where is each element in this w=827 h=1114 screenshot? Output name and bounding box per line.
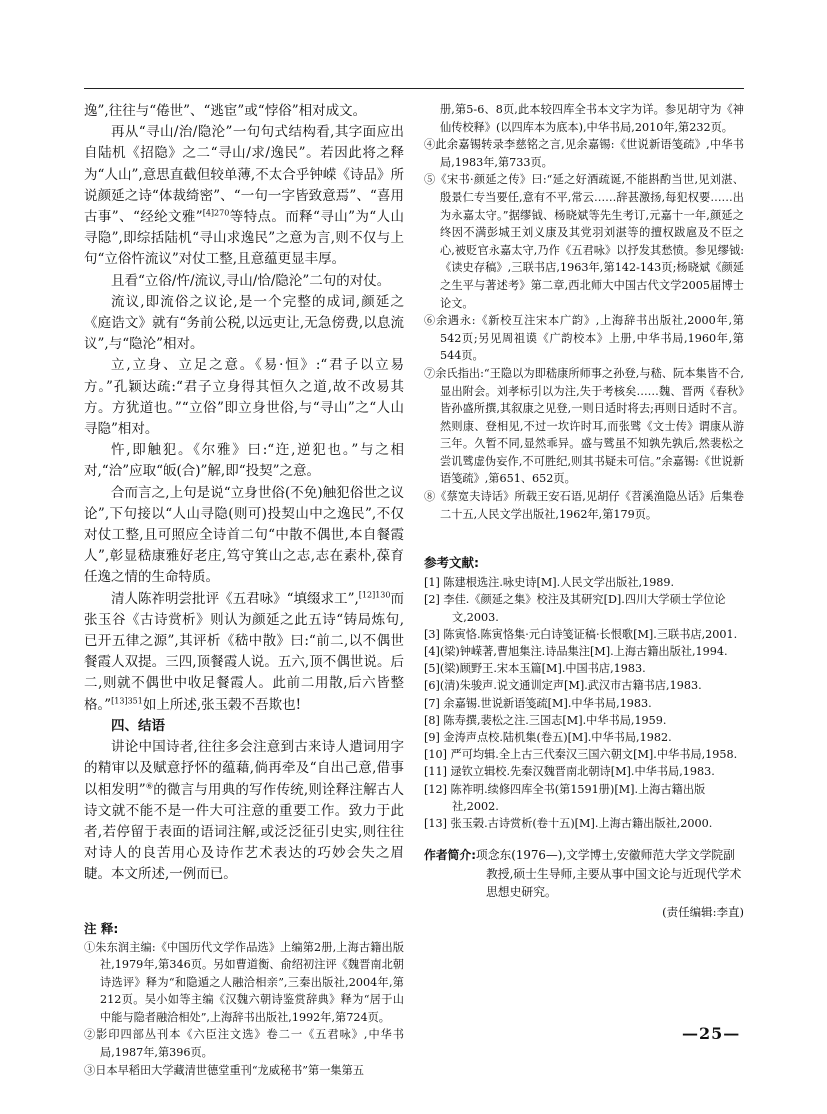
right-column: [424, 101, 744, 920]
footnote: ①朱东润主编:《中国历代文学作品选》上编第2册,上海古籍出版社,1979年,第346页。另如曹道衡、俞绍初注评《魏晋南北朝诗选评》释为“和隐遁之人融洽相亲”,三秦出版社,2004年,第212页。吴小如等主编《汉魏六朝诗鉴赏辞典》释为“居于山中能与隐者融洽相处”,上海辞书出版社,1992年,第724页。: [84, 940, 404, 1024]
reference-item: [1] 陈建根选注.咏史诗[M].人民文学出版社,1989.: [424, 576, 675, 590]
reference-item: [5](梁)顾野王.宋本玉篇[M].中国书店,1983.: [424, 662, 646, 676]
notes-section: [84, 919, 404, 1080]
references-section: [424, 553, 744, 832]
top-rule: [84, 88, 744, 89]
citation-mark: [12]130: [358, 590, 391, 600]
reference-item: [8] 陈寿撰,裴松之注.三国志[M].中华书局,1959.: [424, 713, 667, 727]
body-paragraph: 清人陈祚明尝批评《五君咏》“填缀求工”,$^{[12]130}$而张玉谷《古诗赏析》则认为颜延之此五诗“铸局炼句,已开五律之源”,其评析《嵇中散》曰:“前二,以不偶世餐霞人双提。三四,顶餐霞人说。五六,顶不偶世说。后二,则就不偶世中收足餐霞人。此前二用散,后六皆整格。”$^{[13]351}$如上所述,张玉榖不吾欺也!: [84, 590, 404, 713]
footnote-continuation: 册,第5-6、8页,此本较四库全书本文字为详。参见胡守为《神仙传校释》(以四库本为底本),中华书局,2010年,第232页。: [440, 103, 744, 134]
author-label: 作者简介:: [424, 848, 476, 863]
reference-item: [13] 张玉榖.古诗赏析(卷十五)[M].上海古籍出版社,2000.: [424, 817, 713, 831]
footnote: ④此余嘉锡转录李慈铭之言,见余嘉锡:《世说新语笺疏》,中华书局,1983年,第733页。: [424, 138, 744, 169]
footnote: ⑧《蔡宽夫诗话》所载王安石语,见胡仔《苕溪渔隐丛话》后集卷二十五,人民文学出版社,1962年,第179页。: [424, 490, 744, 521]
reference-item: [2] 李佳.《颜延之集》校注及其研究[D].四川大学硕士学位论文,2003.: [424, 593, 726, 624]
left-column: [84, 101, 404, 1079]
reference-item: [7] 余嘉锡.世说新语笺疏[M].中华书局,1983.: [424, 696, 652, 710]
citation-mark: [4]270: [202, 208, 230, 218]
citation-mark: [13]351: [111, 696, 143, 706]
reference-item: [4](梁)钟嵘著,曹旭集注.诗品集注[M].上海古籍出版社,1994.: [424, 645, 728, 659]
page-number: —25—: [682, 1024, 741, 1043]
body-paragraph: 合而言之,上句是说“立身世俗(不免)触犯俗世之议论”,下句接以“人山寻隐(则可)投契山中之逸民”,不仅对仗工整,且可照应全诗首二句“中散不偶世,本自餐霞人”,彰显嵇康雅好老庄,笃守箕山之志,志在素朴,葆育任逸之情的生命特质。: [84, 484, 404, 586]
reference-item: [12] 陈祚明.续修四库全书(第1591册)[M].上海古籍出版社,2002.: [424, 782, 706, 813]
footnote: ③日本早稻田大学藏清世德堂重刊“龙威秘书”第一集第五: [84, 1063, 364, 1077]
reference-item: [3] 陈寅恪.陈寅恪集·元白诗笺证稿·长恨歌[M].三联书店,2001.: [424, 627, 738, 641]
notes-title: 注 释:: [84, 920, 119, 936]
reference-item: [9] 金涛声点校.陆机集(卷五)[M].中华书局,1982.: [424, 731, 672, 745]
footnote: ⑤《宋书·颜延之传》曰:“延之好酒疏诞,不能斟酌当世,见刘湛、殷景仁专当要任,意有不平,常云……辞甚激扬,每犯权要……出为永嘉太守。”据缪钺、杨晓斌等先生考订,元嘉十一年,颜延之终因不满彭城王刘义康及其党羽刘湛等的擅权跋扈及不臣之心,被贬官永嘉太守,乃作《五君咏》以抒发其愁愤。参见缪钺:《读史存稿》,三联书店,1963年,第142-143页;杨晓斌《颜延之生平与著述考》第二章,西北师大中国古代文学2005届博士论文。: [424, 173, 744, 310]
author-text: 项念东(1976—),文学博士,安徽师范大学文学院副教授,硕士生导师,主要从事中国文论与近现代学术思想史研究。: [475, 848, 742, 900]
body-paragraph: 忤,即触犯。《尔雅》曰:“迕,逆犯也。”与之相对,“洽”应取“皈(合)”解,即“投契”之意。: [84, 442, 404, 480]
reference-item: [6](清)朱骏声.说文通训定声[M].武汉市古籍书店,1983.: [424, 679, 702, 693]
citation-mark: ⑥: [145, 781, 154, 790]
footnote: ②影印四部丛刊本《六臣注文选》卷二一《五君咏》,中华书局,1987年,第396页。: [84, 1028, 404, 1060]
body-paragraph: 流议,即流俗之议论,是一个完整的成词,颜延之《庭诰文》就有“务前公税,以远吏让,无急傍费,以息流议”,与“隐沦”相对。: [84, 293, 404, 353]
author-bio: [424, 846, 744, 902]
body-paragraph: 逸”,往往与“倦世”、“逃宦”或“悖俗”相对成文。: [84, 103, 367, 119]
references-title: 参考文献:: [424, 555, 479, 571]
footnote: ⑦余氏指出:“王隐以为即嵇康所师事之孙登,与嵇、阮本集皆不合,显出附会。刘孝标引以为注,失于考核矣……魏、晋两《春秋》皆孙盛所撰,其叙康之见登,一则日适时将去;再则日适时不言。然则康、登相见,不过一坎许时耳,而张骘《文士传》谓康从游三年。久暂不同,显然乖异。盛与骘虽不知孰先孰后,然裴松之尝讥骘虚伪妄作,不可胜纪,则其书疑未可信。”余嘉锡:《世说新语笺疏》,第651、652页。: [424, 366, 744, 486]
body-paragraph: 且看“立俗/忤/流议,寻山/恰/隐沦”二句的对仗。: [111, 272, 391, 289]
section-heading: 四、结语: [111, 717, 165, 734]
footnote: ⑥余遇永:《新校互注宋本广韵》,上海辞书出版社,2000年,第542页;另见周祖谟《广韵校本》上册,中华书局,1960年,第544页。: [424, 314, 744, 363]
body-paragraph: 讲论中国诗者,往往多会注意到古来诗人遣词用字的精审以及赋意抒怀的蕴藉,倘再牵及“自出己意,借事以相发明”⑥的微言与用典的写作传统,则诠释注解古人诗文就不能不是一件大可注意的重要工作。致力于此者,若停留于表面的语词注解,或泛泛征引史实,则往往对诗人的良苦用心及诗作艺术表达的巧妙会失之眉睫。本文所述,一例而已。: [84, 739, 405, 883]
editor-credit: (责任编辑:李直): [662, 904, 744, 919]
references-list: [424, 574, 744, 832]
reference-item: [10] 严可均辑.全上古三代秦汉三国六朝文[M].中华书局,1958.: [424, 748, 738, 762]
body-paragraph: 立,立身、立足之意。《易·恒》:“君子以立易方。”孔颖达疏:“君子立身得其恒久之道,故不改易其方。方犹道也。”“立俗”即立身世俗,与“寻山”之“人山寻隐”相对。: [84, 357, 404, 438]
body-paragraph: 再从“寻山/治/隐沦”一句句式结构看,其字面应出自陆机《招隐》之二“寻山/求/逸民”。若因此将之释为“人山”,意思直截但较单薄,不太合乎钟嵘《诗品》所说颜延之诗“体裁绮密”、“一句一字皆致意焉”、“喜用古事”、“经纶文雅”$^{[4]270}$等特点。而释“寻山”为“人山寻隐”,即综括陆机“寻山求逸民”之意为言,则不仅与上句“立俗忤流议”对仗工整,且意蕴更显丰厚。: [84, 124, 404, 268]
notes-continued: [424, 101, 744, 523]
reference-item: [11] 逯钦立辑校.先秦汉魏晋南北朝诗[M].中华书局,1983.: [424, 765, 715, 779]
